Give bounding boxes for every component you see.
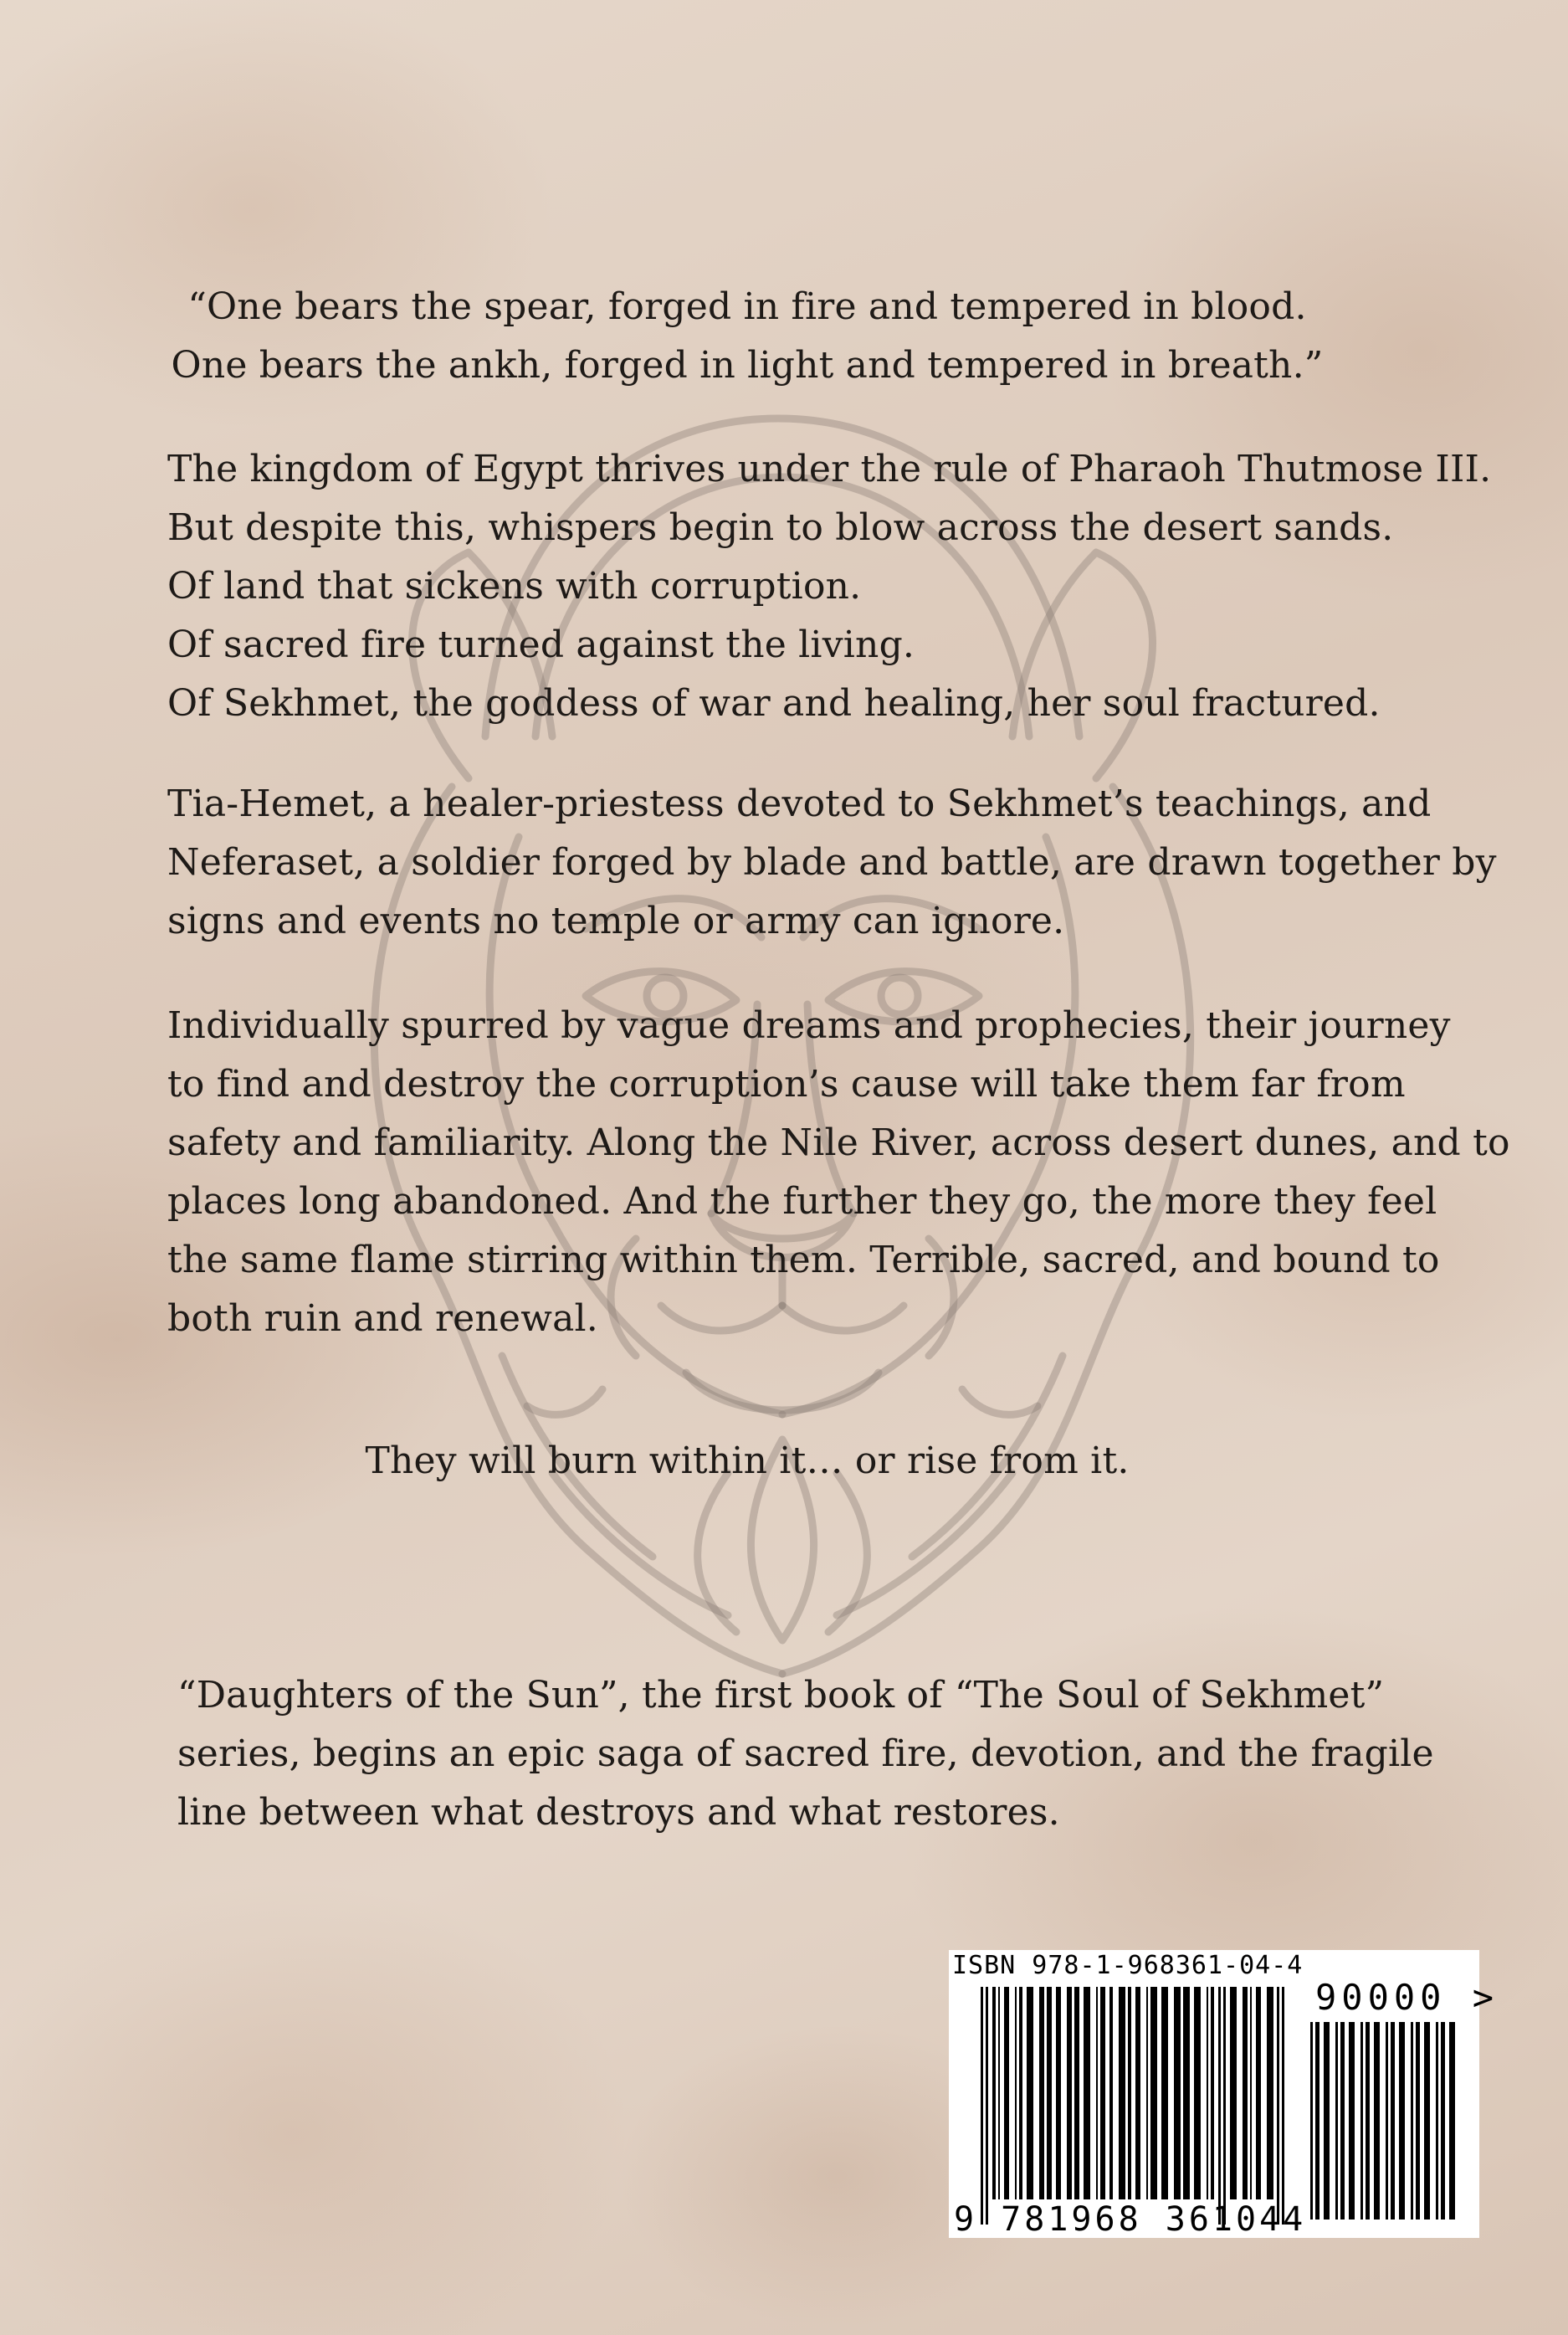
barcode-bar [1416, 2022, 1420, 2220]
journey-line: safety and familiarity. Along the Nile River, across desert dunes, and to [167, 1121, 1510, 1164]
barcode-bar [1374, 2022, 1380, 2220]
epigraph-line: “One bears the spear, forged in fire and tempered in blood. [187, 285, 1307, 328]
barcode-bar [1324, 2022, 1330, 2220]
barcode-bar [1335, 2022, 1338, 2220]
characters-line: signs and events no temple or army can ignore. [167, 900, 1065, 942]
barcode-bar [1424, 2022, 1430, 2220]
journey-line: Individually spurred by vague dreams and prophecies, their journey [167, 1004, 1451, 1047]
barcode-bar [1211, 1987, 1214, 2199]
barcode-addon-digits: 90000 > [1315, 1977, 1499, 2018]
barcode-bar [1150, 1987, 1157, 2199]
barcode-bar [1039, 1987, 1044, 2199]
barcode-bar [1109, 1987, 1113, 2199]
barcode-bar [981, 1987, 983, 2225]
series-note-line: line between what destroys and what restores. [177, 1791, 1060, 1834]
barcode-bar [1047, 1987, 1052, 2199]
barcode-bar [1183, 1987, 1190, 2199]
barcode-bar [1340, 2022, 1345, 2220]
barcode-bar [1250, 1987, 1252, 2199]
characters-paragraph [167, 775, 1497, 951]
barcode-bar [1027, 1987, 1033, 2199]
barcode-bar [1441, 2022, 1445, 2220]
barcode-bar [1119, 1987, 1125, 2199]
journey-line: to find and destroy the corruption’s cause will take them far from [167, 1063, 1406, 1106]
isbn-barcode [949, 1950, 1499, 2239]
intro-paragraph [167, 440, 1492, 733]
characters-line: Tia-Hemet, a healer-priestess devoted to Sekhmet’s teachings, and [167, 783, 1432, 825]
barcode-bar [1366, 2022, 1370, 2220]
barcode-bar [1243, 1987, 1248, 2199]
barcode-bar [1067, 1987, 1072, 2199]
barcode-bar [1399, 2022, 1405, 2220]
barcode-bar [1135, 1987, 1140, 2199]
barcode-bar [986, 1987, 988, 2225]
barcode-bar [1386, 2022, 1388, 2220]
barcode-bar [1230, 1987, 1237, 2199]
barcode-bar [992, 1987, 996, 2199]
barcode-bar [1128, 1987, 1131, 2199]
tagline-text: They will burn within it… or rise from it. [365, 1439, 1130, 1482]
barcode-bar [1100, 1987, 1105, 2199]
barcode-bar [1315, 2022, 1319, 2220]
barcode-bar [1436, 2022, 1438, 2220]
barcode-bar [1267, 1987, 1273, 2199]
journey-paragraph [167, 997, 1510, 1348]
barcode-bar [1391, 2022, 1395, 2220]
barcode-bar [1310, 2022, 1313, 2220]
barcode-bar [1074, 1987, 1079, 2199]
barcode-bar [998, 1987, 1000, 2199]
barcode-bar [1161, 1987, 1168, 2199]
intro-line: Of Sekhmet, the goddess of war and healing, her soul fractured. [167, 682, 1381, 725]
barcode-bar [1411, 2022, 1413, 2220]
barcode-bar [1015, 1987, 1017, 2199]
journey-line: the same flame stirring within them. Terrible, sacred, and bound to [167, 1239, 1440, 1281]
barcode-bar [1207, 1987, 1208, 2199]
intro-line: The kingdom of Egypt thrives under the rule of Pharaoh Thutmose III. [167, 448, 1492, 490]
barcode-bar [1096, 1987, 1098, 2199]
barcode-bar [1360, 2022, 1363, 2220]
series-note-line: “Daughters of the Sun”, the first book of “The Soul of Sekhmet” [177, 1674, 1385, 1717]
barcode-bar [1218, 1987, 1221, 2225]
barcode-bar [1004, 1987, 1009, 2199]
barcode-bar [1223, 1987, 1226, 2225]
journey-line: both ruin and renewal. [167, 1297, 598, 1340]
barcode-bar [1449, 2022, 1455, 2220]
barcode-bar [1174, 1987, 1181, 2199]
barcode-bar [1256, 1987, 1261, 2199]
epigraph-quote [0, 278, 1494, 395]
series-note [177, 1666, 1432, 1842]
barcode-bar [1056, 1987, 1061, 2199]
series-note-line: series, begins an epic saga of sacred fire, devotion, and the fragile [177, 1732, 1434, 1775]
isbn-label: ISBN 978-1-968361-04-4 [952, 1951, 1304, 1980]
intro-line: Of sacred fire turned against the living. [167, 624, 915, 666]
intro-line: But despite this, whispers begin to blow across the desert sands. [167, 506, 1394, 549]
tagline [0, 1432, 1494, 1491]
barcode-bar [1282, 1987, 1284, 2225]
epigraph-line: One bears the ankh, forged in light and tempered in breath.” [171, 344, 1324, 387]
barcode-bar [1349, 2022, 1355, 2220]
barcode-bar [1084, 1987, 1090, 2199]
barcode-digits: 9 781968 361044 [954, 2200, 1307, 2239]
barcode-bar [1146, 1987, 1148, 2199]
barcode-bar [1019, 1987, 1022, 2199]
barcode-bar [1194, 1987, 1201, 2199]
barcode-bar [1277, 1987, 1279, 2225]
intro-line: Of land that sickens with corruption. [167, 565, 862, 608]
characters-line: Neferaset, a soldier forged by blade and battle, are drawn together by [167, 841, 1497, 884]
journey-line: places long abandoned. And the further they go, the more they feel [167, 1180, 1437, 1223]
